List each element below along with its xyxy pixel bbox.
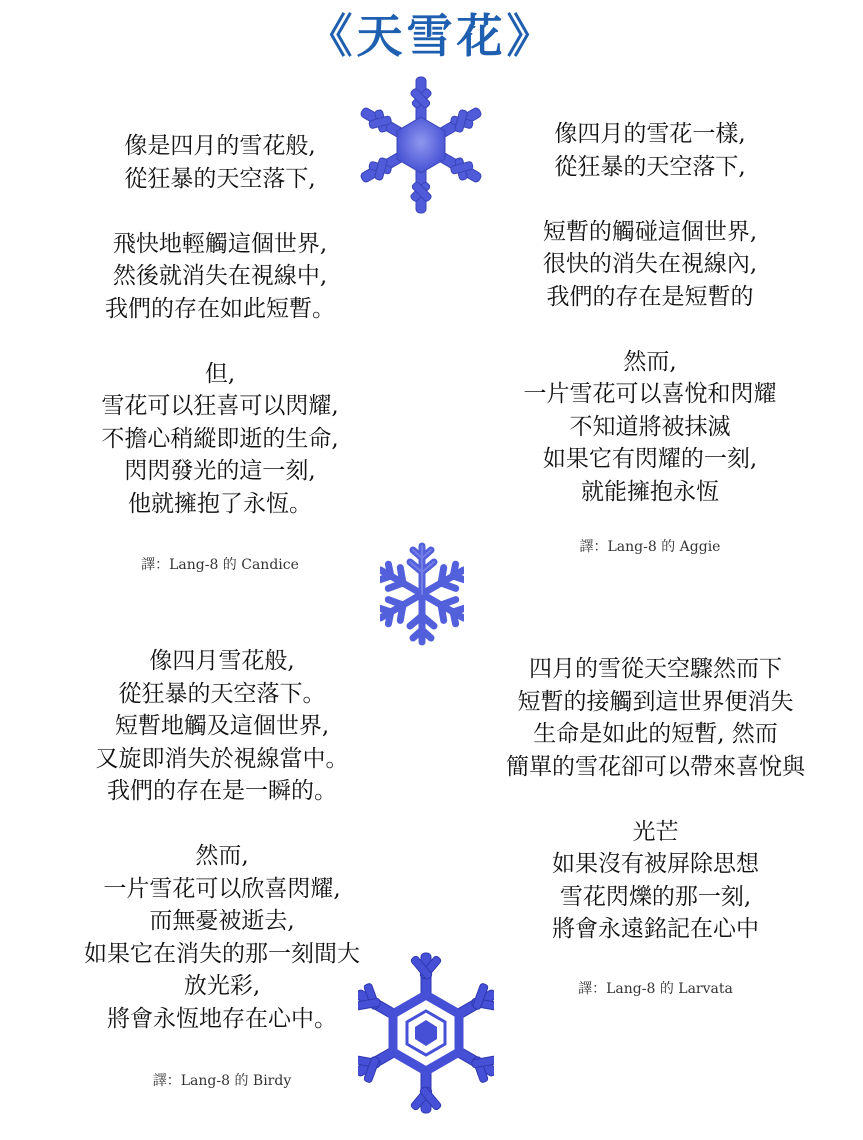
poem-line — [12, 808, 432, 841]
translator-credit: 譯：Lang-8 的 Birdy — [152, 1073, 292, 1089]
poem-birdy — [12, 645, 432, 1035]
poem-line: 短暫的接觸到這世界便消失 — [517, 688, 794, 715]
poem-line: 而無憂被逝去, — [149, 908, 295, 934]
poem-line: 但, — [204, 360, 236, 387]
poem-line — [20, 325, 420, 358]
poem-line: 從狂暴的天空落下, — [554, 153, 746, 180]
poem-line: 我們的存在如此短暫。 — [105, 295, 335, 322]
poem-larvata — [448, 653, 863, 946]
poem-line: 一片雪花可以欣喜閃耀, — [103, 875, 341, 902]
poem-line — [450, 313, 850, 346]
poem-line: 飛快地輕觸這個世界, — [112, 230, 328, 257]
poem-line: 如果它有閃耀的一刻, — [542, 446, 758, 472]
poem-line: 不知道將被抹滅 — [569, 413, 731, 440]
poem-line: 雪花閃爍的那一刻, — [559, 883, 752, 910]
poem-line: 生命是如此的短暫, 然而 — [533, 721, 778, 747]
poem-line — [448, 783, 863, 816]
page-title: 《天雪花》 — [306, 9, 557, 63]
poem-line: 像四月雪花般, — [149, 648, 295, 674]
poem-line: 像四月的雪花一樣, — [554, 121, 746, 147]
poem-line: 短暫的觸碰這個世界, — [542, 218, 758, 245]
poem-line: 短暫地觸及這個世界, — [114, 713, 330, 739]
poem-line — [450, 183, 850, 216]
poem-line: 如果它在消失的那一刻間大 — [84, 940, 360, 967]
poem-line: 像是四月的雪花般, — [124, 133, 316, 159]
poem-line: 不擔心稍縱即逝的生命, — [101, 425, 339, 452]
poem-line — [20, 195, 420, 228]
poem-line: 簡單的雪花卻可以帶來喜悅與 — [506, 753, 805, 780]
poem-line: 一片雪花可以喜悅和閃耀 — [523, 381, 777, 407]
poem-aggie — [450, 118, 850, 508]
poem-line: 閃閃發光的這一刻, — [124, 458, 316, 484]
translator-credit: 譯：Lang-8 的 Larvata — [578, 981, 733, 997]
poem-line: 我們的存在是短暫的 — [546, 283, 754, 310]
poem-line: 將會永遠銘記在心中 — [552, 916, 759, 942]
poem-line: 雪花可以狂喜可以閃耀, — [101, 393, 339, 419]
poem-line: 然後就消失在視線中, — [112, 263, 328, 289]
poem-line: 很快的消失在視線內, — [542, 251, 758, 277]
poem-line: 四月的雪從天空驟然而下 — [529, 656, 782, 682]
poem-line: 我們的存在是一瞬的。 — [107, 778, 337, 804]
poem-line: 就能擁抱永恆 — [581, 478, 719, 505]
poem-line: 將會永恆地存在心中。 — [107, 1005, 337, 1032]
poem-line: 然而, — [623, 348, 677, 375]
poem-line: 放光彩, — [183, 973, 261, 999]
poem-line: 如果沒有被屏除思想 — [552, 851, 759, 877]
poem-line: 他就擁抱了永恆。 — [128, 490, 312, 517]
poem-line: 從狂暴的天空落下。 — [118, 680, 326, 707]
translator-credit: 譯：Lang-8 的 Candice — [141, 557, 299, 573]
translator-credit: 譯：Lang-8 的 Aggie — [579, 539, 721, 555]
poem-line: 又旋即消失於視線當中。 — [95, 745, 349, 772]
poem-line: 光芒 — [632, 818, 679, 845]
poem-line: 從狂暴的天空落下, — [124, 165, 316, 192]
poem-line: 然而, — [195, 843, 249, 869]
poem-candice — [20, 130, 420, 520]
